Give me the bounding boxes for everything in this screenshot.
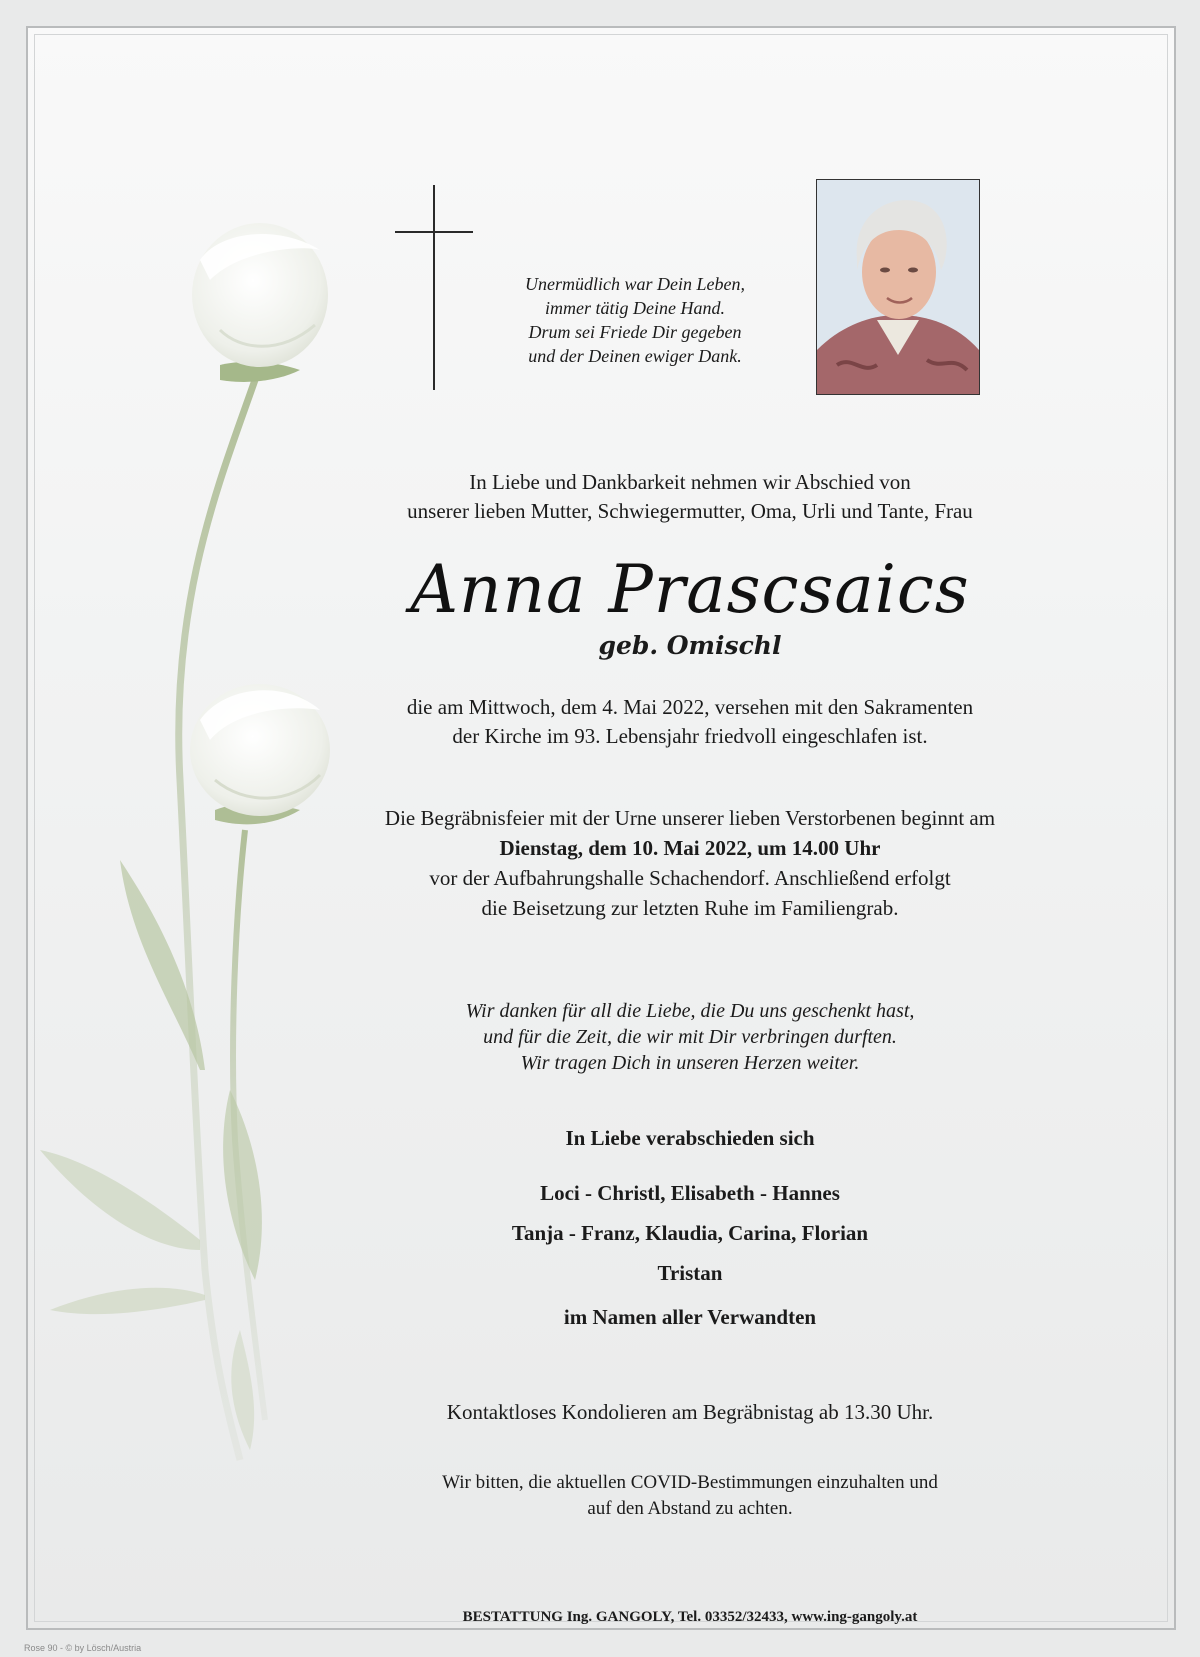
mourners-line: Loci - Christl, Elisabeth - Hannes bbox=[540, 1181, 840, 1205]
thanks-line: und für die Zeit, die wir mit Dir verbringen durften. bbox=[483, 1026, 897, 1048]
funeral-datetime: Dienstag, dem 10. Mai 2022, um 14.00 Uhr bbox=[499, 836, 881, 860]
poem bbox=[470, 272, 800, 368]
poem-line: Unermüdlich war Dein Leben, bbox=[525, 274, 745, 294]
covid-line: Wir bitten, die aktuellen COVID-Bestimmungen einzuhalten und bbox=[442, 1472, 938, 1493]
thanks-line: Wir danken für all die Liebe, die Du uns geschenkt hast, bbox=[465, 1000, 915, 1022]
intro-line: In Liebe und Dankbarkeit nehmen wir Abschied von bbox=[469, 470, 911, 494]
farewell-heading: In Liebe verabschieden sich bbox=[565, 1126, 815, 1150]
birth-name: geb. Omischl bbox=[598, 631, 782, 660]
poem-line: immer tätig Deine Hand. bbox=[545, 298, 725, 318]
mourners-list bbox=[300, 1173, 1080, 1293]
relatives-line: im Namen aller Verwandten bbox=[563, 1305, 817, 1329]
covid-notice bbox=[300, 1470, 1080, 1522]
funeral-line: die Beisetzung zur letzten Ruhe im Familiengrab. bbox=[481, 896, 899, 920]
mourners-line: Tanja - Franz, Klaudia, Carina, Florian bbox=[511, 1221, 869, 1245]
funeral-details bbox=[300, 803, 1080, 923]
mourners-line: Tristan bbox=[657, 1261, 723, 1285]
thanks-line: Wir tragen Dich in unseren Herzen weiter. bbox=[520, 1052, 860, 1074]
poem-line: Drum sei Friede Dir gegeben bbox=[528, 322, 742, 342]
death-notice-line: der Kirche im 93. Lebensjahr friedvoll eingeschlafen ist. bbox=[452, 724, 928, 748]
intro-line: unserer lieben Mutter, Schwiegermutter, Oma, Urli und Tante, Frau bbox=[407, 499, 973, 523]
thanks-verse bbox=[300, 998, 1080, 1076]
cross-icon bbox=[395, 185, 475, 390]
image-credit: Rose 90 - © by Lösch/Austria bbox=[24, 1643, 142, 1653]
covid-line: auf den Abstand zu achten. bbox=[587, 1498, 793, 1519]
death-notice bbox=[300, 693, 1080, 751]
condolence-notice: Kontaktloses Kondolieren am Begräbnistag ab 13.30 Uhr. bbox=[446, 1400, 934, 1424]
funeral-line: Die Begräbnisfeier mit der Urne unserer lieben Verstorbenen beginnt am bbox=[384, 806, 996, 830]
intro-text bbox=[300, 468, 1080, 526]
funeral-home-footer: BESTATTUNG Ing. GANGOLY, Tel. 03352/32433, www.ing-gangoly.at bbox=[462, 1609, 918, 1625]
poem-line: und der Deinen ewiger Dank. bbox=[528, 346, 742, 366]
deceased-name: Anna Prascsaics bbox=[410, 551, 970, 628]
death-notice-line: die am Mittwoch, dem 4. Mai 2022, versehen mit den Sakramenten bbox=[406, 695, 974, 719]
funeral-line: vor der Aufbahrungshalle Schachendorf. Anschließend erfolgt bbox=[429, 866, 951, 890]
portrait-photo bbox=[816, 179, 980, 395]
